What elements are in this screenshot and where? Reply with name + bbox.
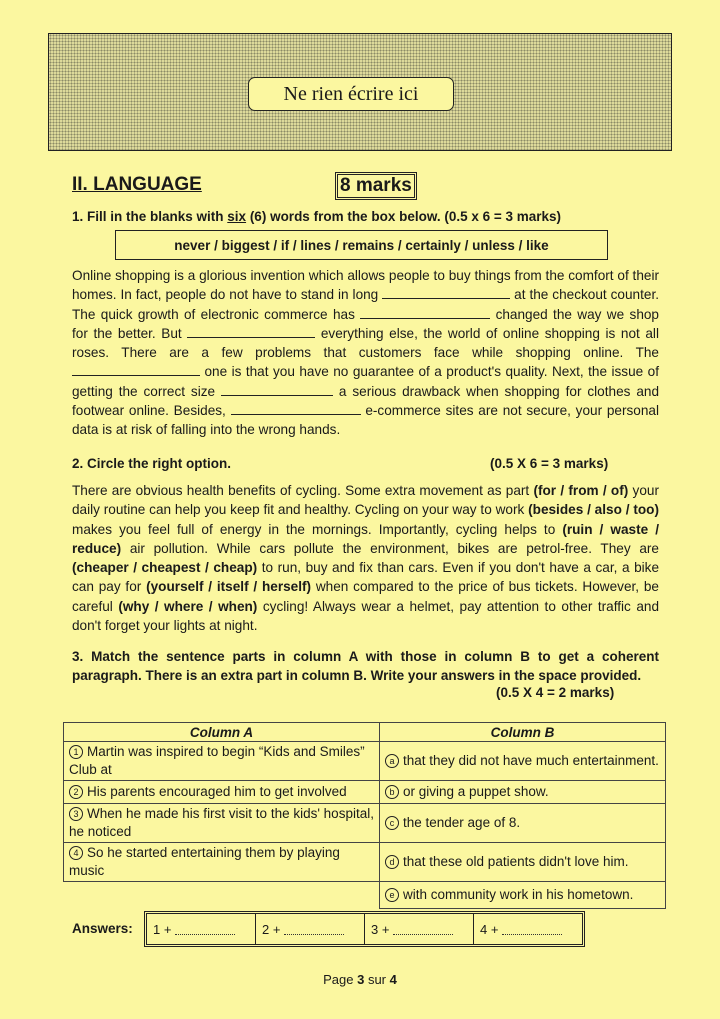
blank-4[interactable] [72,363,200,376]
option-6[interactable]: (why / where / when) [118,598,258,614]
circled-number-icon: 4 [69,846,83,860]
circled-number-icon: 3 [69,807,83,821]
blank-6[interactable] [231,402,361,415]
table-row: e with community work in his hometown. [64,882,666,909]
circled-letter-icon: d [385,855,399,869]
column-b-header: Column B [380,723,666,742]
answers-label: Answers: [72,921,133,936]
circled-number-icon: 1 [69,745,83,759]
q2-marks: (0.5 X 6 = 3 marks) [490,456,609,471]
q2-instruction: 2. Circle the right option. [72,456,232,471]
q3-instruction: 3. Match the sentence parts in column A with those in column B to get a coherent paragraph. There is an extra part in column B. Write your answers in the space provided. [72,649,659,683]
option-5[interactable]: (yourself / itself / herself) [146,579,312,595]
q1-instruction: 1. Fill in the blanks with six (6) words from the box below. (0.5 x 6 = 3 marks) [72,209,562,224]
word-box: never / biggest / if / lines / remains / certainly / unless / like [115,230,608,260]
circled-letter-icon: a [385,754,399,768]
section-title: II. LANGUAGE [72,174,202,195]
table-row: 1 Martin was inspired to begin “Kids and Smiles” Club at a that they did not have much entertainment. [64,742,666,781]
option-1[interactable]: (for / from / of) [533,483,629,498]
blank-1[interactable] [382,286,510,299]
answer-cell-4[interactable]: 4 + [474,914,582,944]
circled-number-icon: 2 [69,785,83,799]
answers-box [146,913,583,945]
no-write-notice: Ne rien écrire ici [248,77,454,111]
column-a-header: Column A [64,723,380,742]
table-row: 4 So he started entertaining them by playing music d that these old patients didn't love him. [64,843,666,882]
q1-paragraph: Online shopping is a glorious invention which allows people to buy things from the comfort of their homes. In fact, people do not have to stand in long at the checkout counter. The quick growth of electronic commerce has changed the way we shop for the better. But everything else, the world of online shopping is not all roses. There are a few problems that customers face while shopping online. The one is that you have no guarantee of a product's quality. Next, the issue of getting the correct size a serious drawback when shopping for clothes and footwear online. Besides, e-commerce sites are not secure, your personal data is at risk of falling into the wrong hands. [72,268,660,438]
matching-table [63,722,666,909]
section-marks: 8 marks [337,174,415,198]
answer-cell-2[interactable]: 2 + [256,914,365,944]
table-row: 3 When he made his first visit to the kids' hospital, he noticed c the tender age of 8. [64,804,666,843]
q3-marks: (0.5 X 4 = 2 marks) [496,685,615,700]
blank-5[interactable] [221,383,333,396]
answer-cell-3[interactable]: 3 + [365,914,474,944]
table-row: 2 His parents encouraged him to get involved b or giving a puppet show. [64,781,666,804]
blank-3[interactable] [187,325,315,338]
option-4[interactable]: (cheaper / cheapest / cheap) [72,560,258,576]
option-2[interactable]: (besides / also / too) [528,502,659,518]
circled-letter-icon: c [385,816,399,830]
answer-cell-1[interactable]: 1 + [147,914,256,944]
blank-2[interactable] [360,306,490,319]
circled-letter-icon: e [385,888,399,902]
option-3[interactable]: (ruin / waste / reduce) [72,521,659,556]
circled-letter-icon: b [385,785,399,799]
q2-paragraph: There are obvious health benefits of cycling. Some extra movement as part (for / from / of) your daily routine can help you keep fit and healthy. Cycling on your way to work (besides / also / too) makes you feel full of energy in the mornings. Importantly, cycling helps to (ruin / waste / reduce) air pollution. While cars pollute the environment, bikes are petrol-free. They are (cheaper / cheapest / cheap) to run, buy and fix than cars. Even if you don't have a car, a bike can pay for (yourself / itself / herself) when compared to the price of bus tickets. However, be careful (why / where / when) cycling! Always wear a helmet, pay attention to other traffic and don't forget your lights at night. [72,483,660,634]
page-number: Page 3 sur 4 [323,972,397,987]
